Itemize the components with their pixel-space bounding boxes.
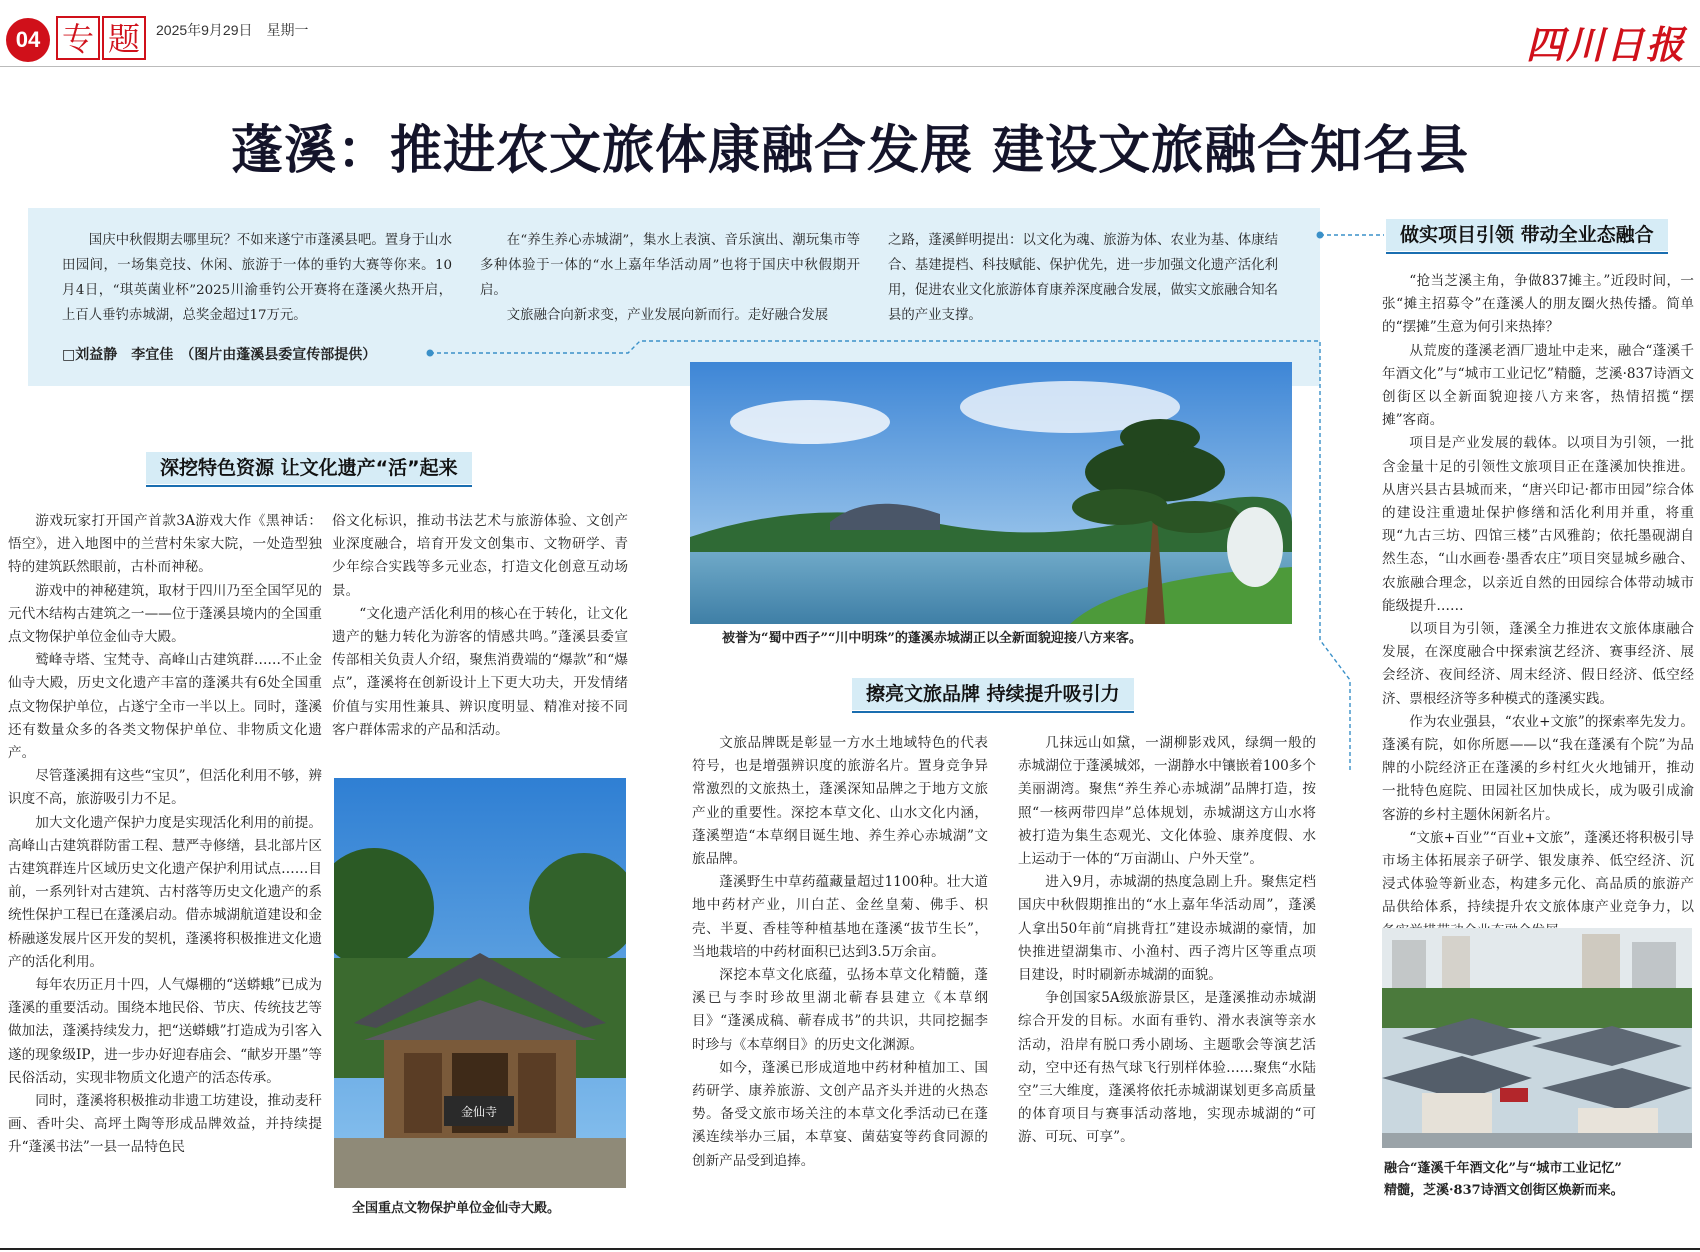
- section-char-2: 题: [102, 16, 146, 60]
- intro-column-3: 之路，蓬溪鲜明提出：以文化为魂、旅游为体、农业为基、体康结合、基建提档、科技赋能、保护优先，进一步加强文化遗产活化利用，促进农业文化旅游体育康养深度融合发展，做实文旅融合知名县的产业支撑。: [888, 233, 1278, 323]
- intro-paragraph: 在“养生养心赤城湖”，集水上表演、音乐演出、潮玩集市等多种体验于一体的“水上嘉年华活动周”也将于国庆中秋假期开启。: [480, 233, 860, 298]
- intro-column-2: [480, 228, 860, 328]
- street-photo-caption: [1384, 1158, 1696, 1202]
- temple-photo-caption: 全国重点文物保护单位金仙寺大殿。: [352, 1201, 561, 1216]
- paragraph: 如今，蓬溪已形成道地中药材种植加工、国药研学、康养旅游、文创产品齐头并进的火热态势。备受文旅市场关注的本草文化季活动已在蓬溪连续举办三届，本草宴、菌菇宴等药食同源的创新产品受到追捧。: [692, 1059, 988, 1169]
- temple-plaque-text: 金仙寺: [460, 1105, 498, 1119]
- paragraph: 游戏玩家打开国产首款3A游戏大作《黑神话：悟空》，进入地图中的兰营村朱家大院，一处造型独特的建筑跃然眼前，古朴而神秘。: [8, 513, 322, 576]
- temple-photo: [334, 778, 626, 1188]
- section-heading-brand: 擦亮文旅品牌 持续提升吸引力: [852, 678, 1134, 710]
- body-column-4: [1018, 732, 1316, 1150]
- lake-photo: [690, 362, 1292, 624]
- page-number-badge: 04: [6, 18, 50, 62]
- paragraph: 深挖本草文化底蕴，弘扬本草文化精髓，蓬溪已与李时珍故里湖北蕲春县建立《本草纲目》“蓬溪成稿、蕲春成书”的共识，共同挖掘李时珍与《本草纲目》的历史文化渊源。: [692, 967, 988, 1053]
- footer-rule: [0, 1248, 1700, 1250]
- body-column-3: [692, 732, 988, 1173]
- paragraph: 进入9月，赤城湖的热度急剧上升。聚焦定档国庆中秋假期推出的“水上嘉年华活动周”，蓬溪人拿出50年前“肩挑背扛”建设赤城湖的豪情，加快推进望湖集市、小渔村、西子湾片区等重点项目建设，时时刷新赤城湖的面貌。: [1018, 874, 1316, 984]
- intro-paragraph: 文旅融合向新求变，产业发展向新而行。走好融合发展: [506, 308, 829, 323]
- headline: 蓬溪：推进农文旅体康融合发展 建设文旅融合知名县: [230, 121, 1470, 181]
- lake-photo-caption: 被誉为“蜀中西子”“川中明珠”的蓬溪赤城湖正以全新面貌迎接八方来客。: [722, 631, 1142, 646]
- issue-date: 2025年9月29日 星期一: [156, 22, 309, 38]
- paragraph: 俗文化标识，推动书法艺术与旅游体验、文创产业深度融合，培育开发文创集市、文物研学、青少年综合实践等多元业态，打造文化创意互动场景。: [332, 513, 628, 599]
- paragraph: 几抹远山如黛，一湖柳影戏风，绿绸一般的赤城湖位于蓬溪城郊，一湖静水中镶嵌着100多个美丽湖湾。聚焦“养生养心赤城湖”品牌打造，按照“一核两带四岸”总体规划，赤城湖这方山水将被打造为集生态观光、文化体验、康养度假、水上运动于一体的“万亩湖山、户外天堂”。: [1018, 735, 1316, 868]
- paragraph: “文化遗产活化利用的核心在于转化，让文化遗产的魅力转化为游客的情感共鸣。”蓬溪县委宣传部相关负责人介绍，聚焦消费端的“爆款”和“爆点”，蓬溪将在创新设计上下更大功夫，开发情绪价值与实用性兼具、辨识度明显、精准对接不同客户群体需求的产品和活动。: [332, 605, 628, 738]
- newspaper-logo: 四川日报: [1525, 22, 1686, 67]
- body-column-5: [1382, 270, 1694, 943]
- paragraph: 加大文化遗产保护力度是实现活化利用的前提。高峰山古建筑群防雷工程、慧严寺修缮，县北部片区古建筑群连片区域历史文化遗产保护利用试点……目前，一系列针对古建筑、古村落等历史文化遗产的系统性保护工程已在蓬溪启动。借赤城湖航道建设和金桥融遂发展片区开发的契机，蓬溪将积极推进文化遗产的活化利用。: [8, 814, 322, 970]
- paragraph: 从荒废的蓬溪老酒厂遗址中走来，融合“蓬溪千年酒文化”与“城市工业记忆”精髓，芝溪·837诗酒文创街区以全新面貌迎接八方来客，热情招揽“摆摊”客商。: [1382, 342, 1694, 429]
- street-district-photo: [1382, 928, 1692, 1148]
- byline: □刘益静 李宜佳 （图片由蓬溪县委宣传部提供）: [62, 347, 377, 363]
- intro-column-1: 国庆中秋假期去哪里玩？不如来遂宁市蓬溪县吧。置身于山水田园间，一场集竞技、休闲、旅游于一体的垂钓大赛等你来。10月4日，“琪英菌业杯”2025川渝垂钓公开赛将在蓬溪火热开启，上百人垂钓赤城湖，总奖金超过17万元。: [62, 233, 452, 323]
- paragraph: 文旅品牌既是彰显一方水土地域特色的代表符号，也是增强辨识度的旅游名片。置身竞争异常激烈的文旅热土，蓬溪深知品牌之于地方文旅产业的重要性。深挖本草文化、山水文化内涵，蓬溪塑造“本草纲目诞生地、养生养心赤城湖”文旅品牌。: [692, 735, 988, 868]
- street-caption-line-1: 融合“蓬溪千年酒文化”与“城市工业记忆”: [1384, 1161, 1622, 1176]
- paragraph: 作为农业强县，“农业+文旅”的探索率先发力。蓬溪有院，如你所愿——以“我在蓬溪有个院”为品牌的小院经济正在蓬溪的乡村红火火地铺开，推动一批特色庭院、田园社区加快成长，成为吸引成渝客游的乡村主题休闲新名片。: [1382, 713, 1694, 823]
- paragraph: 项目是产业发展的载体。以项目为引领，一批含金量十足的引领性文旅项目正在蓬溪加快推进。从唐兴县古县城而来，“唐兴印记·都市田园”综合体的建设注重遗址保护修缮和活化利用并重，将重现“九古三坊、四馆三楼”古风雅韵；依托墨砚湖自然生态，“山水画卷·墨香农庄”项目突显城乡融合、农旅融合理念，以亲近自然的田园综合体带动城市能级提升……: [1382, 435, 1694, 614]
- paragraph: 游戏中的神秘建筑，取材于四川乃至全国罕见的元代木结构古建筑之一——位于蓬溪县境内的全国重点文物保护单位金仙寺大殿。: [8, 582, 322, 646]
- paragraph: 尽管蓬溪拥有这些“宝贝”，但活化利用不够，辨识度不高，旅游吸引力不足。: [8, 768, 322, 808]
- paragraph: 以项目为引领，蓬溪全力推进农文旅体康融合发展，在深度融合中探索演艺经济、赛事经济、展会经济、夜间经济、周末经济、假日经济、低空经济、票根经济等多种模式的蓬溪实践。: [1382, 621, 1694, 707]
- section-heading-heritage: 深挖特色资源 让文化遗产“活”起来: [146, 452, 472, 484]
- body-column-1: [8, 510, 322, 1160]
- section-label: [56, 16, 148, 60]
- paragraph: 鹫峰寺塔、宝梵寺、高峰山古建筑群……不止金仙寺大殿，历史文化遗产丰富的蓬溪共有6处全国重点文物保护单位，占遂宁全市一半以上。同时，蓬溪还有数量众多的各类文物保护单位、非物质文化遗产。: [8, 652, 322, 762]
- paragraph: 每年农历正月十四，人气爆棚的“送蟒蛾”已成为蓬溪的重要活动。围绕本地民俗、节庆、传统技艺等做加法，蓬溪持续发力，把“送蟒蛾”打造成为引客入遂的现象级IP，进一步办好迎春庙会、“献岁开墨”等民俗活动，实现非物质文化遗产的活态传承。: [8, 977, 322, 1086]
- header-rule: [0, 66, 1700, 67]
- section-char-1: 专: [56, 16, 100, 60]
- body-column-2: [332, 510, 628, 742]
- paragraph: 争创国家5A级旅游景区，是蓬溪推动赤城湖综合开发的目标。水面有垂钓、滑水表演等亲水活动，沿岸有脱口秀小剧场、主题歌会等演艺活动，空中还有热气球飞行别样体验……聚焦“水陆空”三大维度，蓬溪将依托赤城湖谋划更多高质量的体育项目与赛事活动落地，实现赤城湖的“可游、可玩、可享”。: [1018, 990, 1316, 1146]
- paragraph: “抢当芝溪主角，争做837摊主。”近段时间，一张“摊主招募令”在蓬溪人的朋友圈火热传播。简单的“摆摊”生意为何引来热捧？: [1382, 273, 1694, 336]
- street-caption-line-2: 精髓，芝溪·837诗酒文创街区焕新而来。: [1384, 1183, 1624, 1198]
- paragraph: 蓬溪野生中草药蕴藏量超过1100种。壮大道地中药材产业，川白芷、金丝皇菊、佛手、枳壳、半夏、香桂等种植基地在蓬溪“拔节生长”，当地栽培的中药材面积已达到3.5万余亩。: [692, 874, 988, 960]
- paragraph: 同时，蓬溪将积极推动非遗工坊建设，推动麦秆画、香叶尖、高坪土陶等形成品牌效益，并持续提升“蓬溪书法”一县一品特色民: [8, 1093, 322, 1156]
- paragraph: “文旅+百业”“百业+文旅”，蓬溪还将积极引导市场主体拓展亲子研学、银发康养、低空经济、沉浸式体验等新业态，构建多元化、高品质的旅游产品供给体系，持续提升农文旅体康产业竞争力，以: [1382, 829, 1694, 916]
- section-heading-projects: 做实项目引领 带动全业态融合: [1386, 219, 1668, 251]
